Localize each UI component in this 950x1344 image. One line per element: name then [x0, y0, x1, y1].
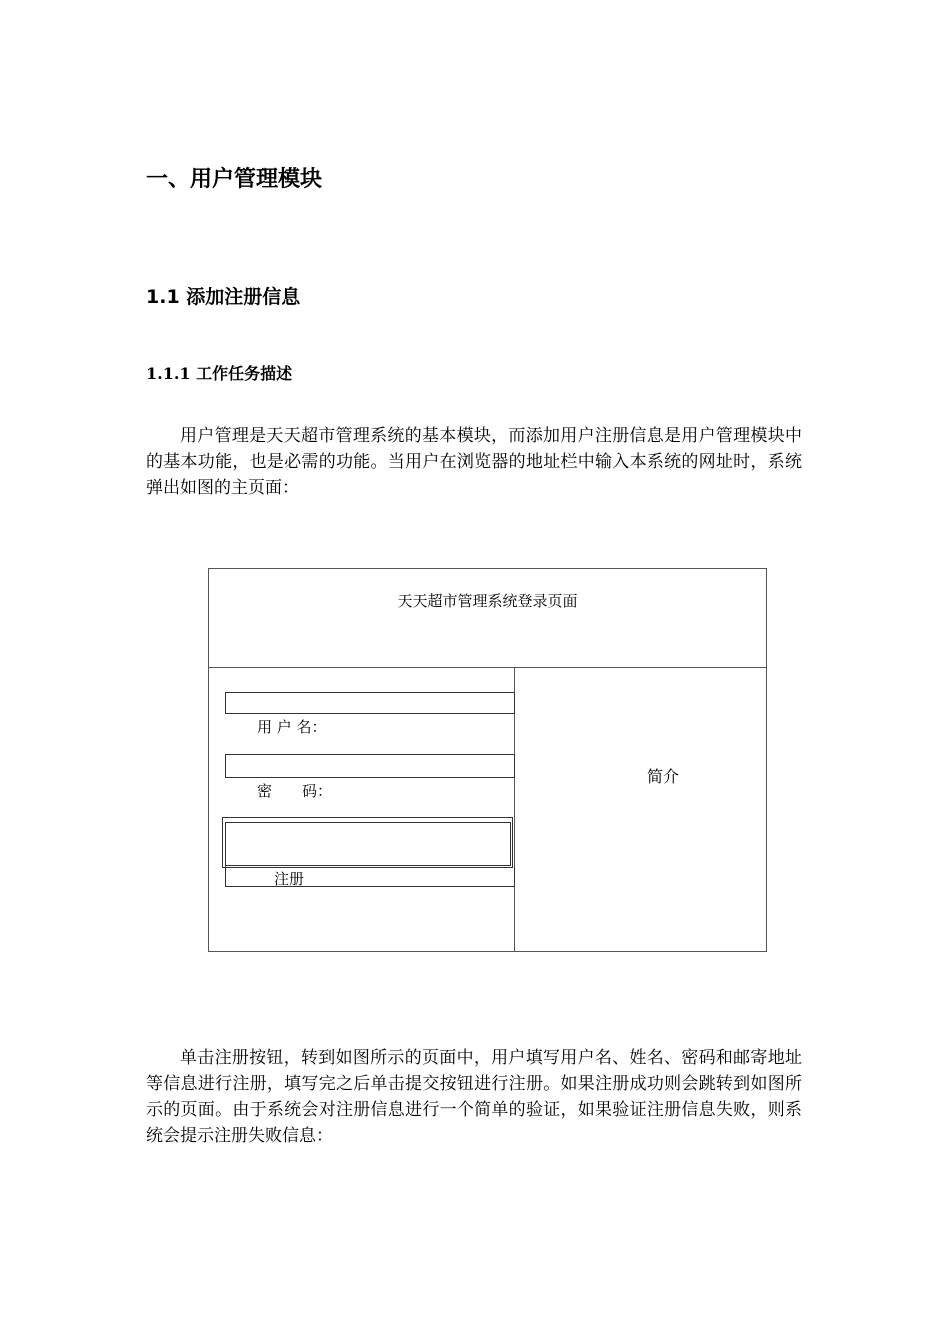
register-button[interactable] [225, 822, 511, 866]
register-button-label: 注册 [274, 870, 305, 888]
register-label-box [225, 866, 515, 887]
password-label: 密 码： [257, 782, 333, 800]
username-input[interactable] [225, 692, 515, 714]
figure-title: 天天超市管理系统登录页面 [397, 592, 578, 610]
username-label: 用 户 名： [257, 718, 327, 736]
figure-intro-panel [514, 667, 767, 952]
section-heading: 一、用户管理模块 [146, 167, 323, 192]
subsection-heading: 1.1 添加注册信息 [146, 286, 301, 308]
intro-label: 简介 [647, 767, 680, 786]
password-input[interactable] [225, 754, 515, 778]
figure-header-panel [208, 568, 767, 668]
register-paragraph: 单击注册按钮，转到如图所示的页面中，用户填写用户名、姓名、密码和邮寄地址等信息进行注册，填写完之后单击提交按钮进行注册。如果注册成功则会跳转到如图所示的页面。由于系统会对注册信息进行一个简单的验证，如果验证注册信息失败，则系统会提示注册失败信息： [146, 1048, 802, 1146]
subsubsection-heading: 1.1.1 工作任务描述 [146, 364, 293, 383]
intro-paragraph: 用户管理是天天超市管理系统的基本模块，而添加用户注册信息是用户管理模块中的基本功能，也是必需的功能。当用户在浏览器的地址栏中输入本系统的网址时，系统弹出如图的主页面： [146, 426, 802, 498]
